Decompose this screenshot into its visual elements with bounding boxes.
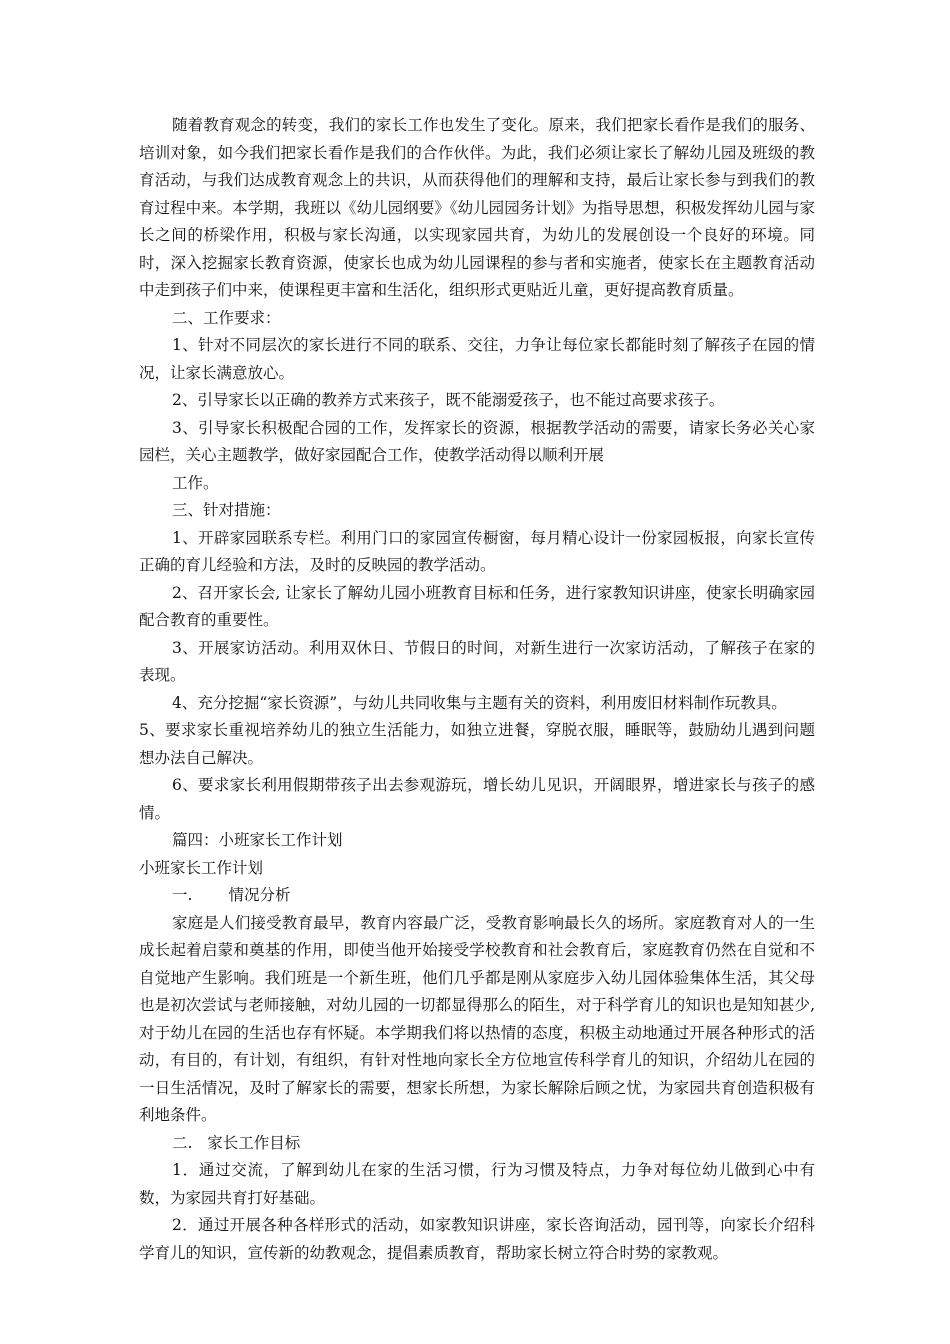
- goal-item-2: 2．通过开展各种各样形式的活动，如家教知识讲座，家长咨询活动，园刊等，向家长介绍科学育儿的知识，宣传新的幼教观念，提倡素质教育，帮助家长树立符合时势的家教观。: [139, 1216, 815, 1262]
- requirement-item-1: 1、针对不同层次的家长进行不同的联系、交往，力争让每位家长都能时刻了解孩子在园的情况，让家长满意放心。: [139, 336, 815, 382]
- section-number: 二.: [172, 1133, 193, 1152]
- section-heading-work-goals: [139, 1130, 815, 1158]
- section-title: 情况分析: [228, 886, 291, 904]
- situation-analysis-paragraph: 家庭是人们接受教育最早，教育内容最广泛，受教育影响最长久的场所。家庭教育对人的一生成长起着启蒙和奠基的作用，即使当他开始接受学校教育和社会教育后，家庭教育仍然在自觉和不自觉地产生影响。我们班是一个新生班，他们几乎都是刚从家庭步入幼儿园体验集体生活，其父母也是初次尝试与老师接触，对幼儿园的一切都显得那么的陌生，对于科学育儿的知识也是知知甚少,对于幼儿在园的生活也存有怀疑。本学期我们将以热情的态度，积极主动地通过开展各种形式的活动，有目的，有计划，有组织，有针对性地向家长全方位地宣传科学育儿的知识，介绍幼儿在园的一日生活情况，及时了解家长的需要，想家长所想，为家长解除后顾之忧，为家园共育创造积极有利地条件。: [139, 913, 815, 1124]
- section-number: 一.: [172, 886, 193, 904]
- section-heading-work-requirements: 二、工作要求：: [172, 308, 281, 327]
- chapter-heading: 篇四：小班家长工作计划: [172, 831, 343, 849]
- requirement-item-2: 2、引导家长以正确的教养方式来孩子，既不能溺爱孩子，也不能过高要求孩子。: [172, 391, 725, 409]
- requirement-item-3-continued: 工作。: [172, 473, 219, 492]
- requirement-item-3: 3、引导家长积极配合园的工作，发挥家长的资源，根据教学活动的需要，请家长务必关心家园栏，关心主题教学，做好家园配合工作，使教学活动得以顺利开展: [139, 418, 815, 464]
- measure-item-5: 5、要求家长重视培养幼儿的独立生活能力，如独立进餐，穿脱衣服，睡眠等，鼓励幼儿遇到问题想办法自己解决。: [139, 721, 815, 767]
- section-heading-situation-analysis: [139, 882, 815, 910]
- section-heading-measures: 三、针对措施：: [172, 501, 281, 519]
- document-body: [139, 112, 815, 1267]
- section-title: 家长工作目标: [207, 1133, 301, 1152]
- plan-title: 小班家长工作计划: [139, 858, 264, 877]
- measure-item-2: 2、召开家长会, 让家长了解幼儿园小班教育目标和任务，进行家教知识讲座，使家长明确家园配合教育的重要性。: [139, 583, 815, 629]
- measure-item-1: 1、开辟家园联系专栏。利用门口的家园宣传橱窗，每月精心设计一份家园板报，向家长宣传正确的育儿经验和方法，及时的反映园的教学活动。: [139, 528, 815, 574]
- measure-item-4: 4、充分挖掘“家长资源”，与幼儿共同收集与主题有关的资料，利用废旧材料制作玩教具。: [172, 693, 787, 712]
- goal-item-1: 1．通过交流，了解到幼儿在家的生活习惯，行为习惯及特点，力争对每位幼儿做到心中有数，为家园共育打好基础。: [139, 1161, 815, 1207]
- intro-paragraph: 随着教育观念的转变，我们的家长工作也发生了变化。原来，我们把家长看作是我们的服务、培训对象，如今我们把家长看作是我们的合作伙伴。为此，我们必须让家长了解幼儿园及班级的教育活动，与我们达成教育观念上的共识，从而获得他们的理解和支持，最后让家长参与到我们的教育过程中来。本学期，我班以《幼儿园纲要》《幼儿园园务计划》为指导思想，积极发挥幼儿园与家长之间的桥梁作用，积极与家长沟通，以实现家园共育，为幼儿的发展创设一个良好的环境。同时，深入挖掘家长教育资源，使家长也成为幼儿园课程的参与者和实施者，使家长在主题教育活动中走到孩子们中来，使课程更丰富和生活化，组织形式更贴近儿童，更好提高教育质量。: [139, 116, 815, 299]
- measure-item-6: 6、要求家长利用假期带孩子出去参观游玩，增长幼儿见识，开阔眼界，增进家长与孩子的感情。: [139, 776, 815, 822]
- measure-item-3: 3、开展家访活动。利用双休日、节假日的时间，对新生进行一次家访活动，了解孩子在家的表现。: [139, 638, 815, 684]
